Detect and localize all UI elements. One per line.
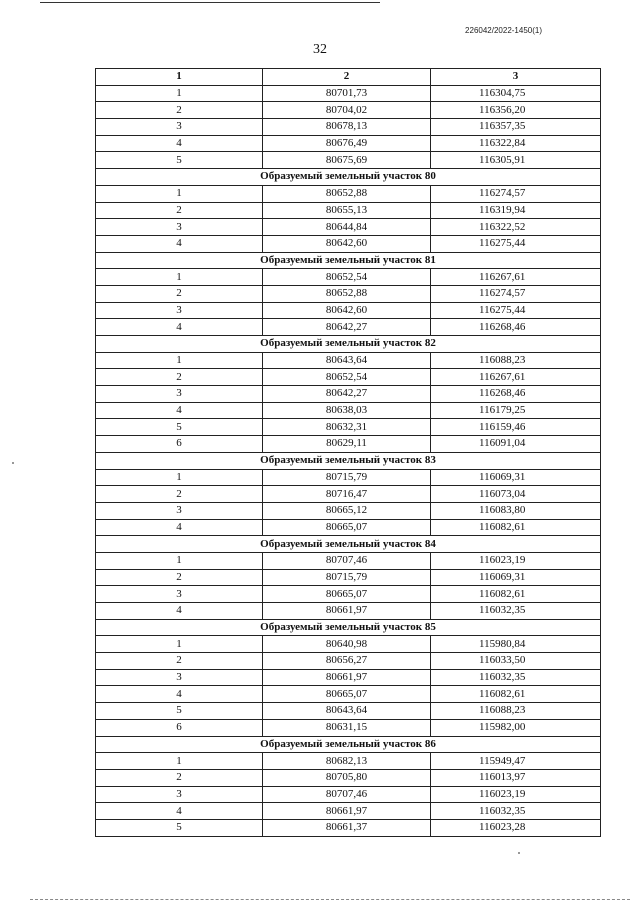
- point-number-cell: 3: [96, 669, 263, 686]
- x-coordinate-cell: 80661,97: [263, 603, 431, 620]
- point-number-cell: 3: [96, 302, 263, 319]
- table-row: [96, 419, 601, 436]
- x-coordinate-cell: 80682,13: [263, 753, 431, 770]
- point-number-cell: 5: [96, 819, 263, 836]
- table-row: [96, 235, 601, 252]
- x-coordinate-cell: 80661,97: [263, 669, 431, 686]
- point-number-cell: 2: [96, 102, 263, 119]
- x-coordinate-cell: 80675,69: [263, 152, 431, 169]
- x-coordinate-cell: 80643,64: [263, 352, 431, 369]
- y-coordinate-cell: 116267,61: [431, 369, 601, 386]
- point-number-cell: 5: [96, 419, 263, 436]
- x-coordinate-cell: 80640,98: [263, 636, 431, 653]
- x-coordinate-cell: 80707,46: [263, 552, 431, 569]
- table-row: [96, 653, 601, 670]
- scan-top-edge-line: [40, 2, 380, 3]
- scan-speck: [12, 462, 14, 464]
- x-coordinate-cell: 80631,15: [263, 719, 431, 736]
- scan-bottom-edge-line: [30, 899, 630, 900]
- section-title-row: [96, 452, 601, 469]
- y-coordinate-cell: 116305,91: [431, 152, 601, 169]
- column-header: 2: [263, 69, 431, 86]
- y-coordinate-cell: 116083,80: [431, 502, 601, 519]
- point-number-cell: 4: [96, 803, 263, 820]
- y-coordinate-cell: 116268,46: [431, 319, 601, 336]
- table-row: [96, 269, 601, 286]
- point-number-cell: 4: [96, 135, 263, 152]
- x-coordinate-cell: 80652,88: [263, 185, 431, 202]
- table-row: [96, 486, 601, 503]
- table-row: [96, 102, 601, 119]
- table-row: [96, 686, 601, 703]
- table-row: [96, 769, 601, 786]
- x-coordinate-cell: 80642,60: [263, 235, 431, 252]
- section-title-row: [96, 736, 601, 753]
- table-row: [96, 636, 601, 653]
- x-coordinate-cell: 80707,46: [263, 786, 431, 803]
- land-plot-title: Образуемый земельный участок 81: [96, 252, 601, 269]
- table-row: [96, 519, 601, 536]
- x-coordinate-cell: 80652,88: [263, 285, 431, 302]
- x-coordinate-cell: 80665,07: [263, 586, 431, 603]
- section-title-row: [96, 252, 601, 269]
- point-number-cell: 6: [96, 436, 263, 453]
- point-number-cell: 1: [96, 552, 263, 569]
- y-coordinate-cell: 116023,28: [431, 819, 601, 836]
- table-row: [96, 119, 601, 136]
- table-row: [96, 185, 601, 202]
- point-number-cell: 4: [96, 402, 263, 419]
- table-row: [96, 753, 601, 770]
- y-coordinate-cell: 116091,04: [431, 436, 601, 453]
- point-number-cell: 2: [96, 369, 263, 386]
- table-row: [96, 719, 601, 736]
- y-coordinate-cell: 116179,25: [431, 402, 601, 419]
- y-coordinate-cell: 116304,75: [431, 85, 601, 102]
- table-row: [96, 703, 601, 720]
- x-coordinate-cell: 80665,07: [263, 519, 431, 536]
- y-coordinate-cell: 116069,31: [431, 469, 601, 486]
- point-number-cell: 2: [96, 285, 263, 302]
- x-coordinate-cell: 80644,84: [263, 219, 431, 236]
- table-row: [96, 285, 601, 302]
- table-row: [96, 402, 601, 419]
- table-row: [96, 469, 601, 486]
- x-coordinate-cell: 80661,97: [263, 803, 431, 820]
- x-coordinate-cell: 80652,54: [263, 369, 431, 386]
- point-number-cell: 5: [96, 152, 263, 169]
- y-coordinate-cell: 116082,61: [431, 586, 601, 603]
- x-coordinate-cell: 80632,31: [263, 419, 431, 436]
- coordinates-table: [95, 68, 601, 837]
- y-coordinate-cell: 116319,94: [431, 202, 601, 219]
- page-number: 32: [313, 42, 327, 57]
- y-coordinate-cell: 116032,35: [431, 803, 601, 820]
- x-coordinate-cell: 80655,13: [263, 202, 431, 219]
- y-coordinate-cell: 115982,00: [431, 719, 601, 736]
- scan-speck: [518, 852, 520, 854]
- y-coordinate-cell: 116032,35: [431, 603, 601, 620]
- table-row: [96, 819, 601, 836]
- y-coordinate-cell: 116268,46: [431, 386, 601, 403]
- y-coordinate-cell: 116088,23: [431, 352, 601, 369]
- point-number-cell: 1: [96, 469, 263, 486]
- x-coordinate-cell: 80642,60: [263, 302, 431, 319]
- point-number-cell: 1: [96, 185, 263, 202]
- column-header: 3: [431, 69, 601, 86]
- table-row: [96, 319, 601, 336]
- x-coordinate-cell: 80715,79: [263, 469, 431, 486]
- table-row: [96, 586, 601, 603]
- x-coordinate-cell: 80629,11: [263, 436, 431, 453]
- point-number-cell: 2: [96, 569, 263, 586]
- table-row: [96, 219, 601, 236]
- table-row: [96, 85, 601, 102]
- point-number-cell: 1: [96, 753, 263, 770]
- point-number-cell: 3: [96, 502, 263, 519]
- land-plot-title: Образуемый земельный участок 80: [96, 169, 601, 186]
- x-coordinate-cell: 80643,64: [263, 703, 431, 720]
- y-coordinate-cell: 116322,84: [431, 135, 601, 152]
- point-number-cell: 3: [96, 786, 263, 803]
- table-row: [96, 669, 601, 686]
- section-title-row: [96, 169, 601, 186]
- table-row: [96, 202, 601, 219]
- point-number-cell: 4: [96, 519, 263, 536]
- table-row: [96, 386, 601, 403]
- table-row: [96, 369, 601, 386]
- y-coordinate-cell: 116322,52: [431, 219, 601, 236]
- x-coordinate-cell: 80676,49: [263, 135, 431, 152]
- table-row: [96, 152, 601, 169]
- point-number-cell: 3: [96, 119, 263, 136]
- y-coordinate-cell: 116033,50: [431, 653, 601, 670]
- table-row: [96, 502, 601, 519]
- x-coordinate-cell: 80704,02: [263, 102, 431, 119]
- section-title-row: [96, 336, 601, 353]
- y-coordinate-cell: 116082,61: [431, 519, 601, 536]
- table-row: [96, 352, 601, 369]
- table-row: [96, 135, 601, 152]
- y-coordinate-cell: 116023,19: [431, 552, 601, 569]
- point-number-cell: 6: [96, 719, 263, 736]
- point-number-cell: 3: [96, 219, 263, 236]
- section-title-row: [96, 619, 601, 636]
- x-coordinate-cell: 80678,13: [263, 119, 431, 136]
- point-number-cell: 3: [96, 586, 263, 603]
- y-coordinate-cell: 116267,61: [431, 269, 601, 286]
- y-coordinate-cell: 116159,46: [431, 419, 601, 436]
- x-coordinate-cell: 80661,37: [263, 819, 431, 836]
- x-coordinate-cell: 80701,73: [263, 85, 431, 102]
- y-coordinate-cell: 116275,44: [431, 302, 601, 319]
- table-row: [96, 786, 601, 803]
- table-row: [96, 569, 601, 586]
- x-coordinate-cell: 80665,07: [263, 686, 431, 703]
- table-row: [96, 803, 601, 820]
- x-coordinate-cell: 80665,12: [263, 502, 431, 519]
- point-number-cell: 4: [96, 319, 263, 336]
- x-coordinate-cell: 80656,27: [263, 653, 431, 670]
- y-coordinate-cell: 116032,35: [431, 669, 601, 686]
- table-row: [96, 436, 601, 453]
- y-coordinate-cell: 116274,57: [431, 185, 601, 202]
- point-number-cell: 4: [96, 686, 263, 703]
- point-number-cell: 5: [96, 703, 263, 720]
- y-coordinate-cell: 116082,61: [431, 686, 601, 703]
- land-plot-title: Образуемый земельный участок 82: [96, 336, 601, 353]
- point-number-cell: 1: [96, 269, 263, 286]
- document-number: 226042/2022-1450(1): [465, 26, 542, 35]
- x-coordinate-cell: 80652,54: [263, 269, 431, 286]
- column-header: 1: [96, 69, 263, 86]
- point-number-cell: 1: [96, 85, 263, 102]
- table-row: [96, 603, 601, 620]
- land-plot-title: Образуемый земельный участок 85: [96, 619, 601, 636]
- table-body: [96, 85, 601, 836]
- point-number-cell: 1: [96, 636, 263, 653]
- point-number-cell: 3: [96, 386, 263, 403]
- y-coordinate-cell: 116274,57: [431, 285, 601, 302]
- land-plot-title: Образуемый земельный участок 83: [96, 452, 601, 469]
- point-number-cell: 2: [96, 653, 263, 670]
- section-title-row: [96, 536, 601, 553]
- x-coordinate-cell: 80642,27: [263, 386, 431, 403]
- point-number-cell: 4: [96, 603, 263, 620]
- y-coordinate-cell: 115980,84: [431, 636, 601, 653]
- x-coordinate-cell: 80716,47: [263, 486, 431, 503]
- land-plot-title: Образуемый земельный участок 86: [96, 736, 601, 753]
- point-number-cell: 2: [96, 486, 263, 503]
- x-coordinate-cell: 80715,79: [263, 569, 431, 586]
- y-coordinate-cell: 115949,47: [431, 753, 601, 770]
- y-coordinate-cell: 116023,19: [431, 786, 601, 803]
- x-coordinate-cell: 80642,27: [263, 319, 431, 336]
- y-coordinate-cell: 116073,04: [431, 486, 601, 503]
- x-coordinate-cell: 80705,80: [263, 769, 431, 786]
- y-coordinate-cell: 116357,35: [431, 119, 601, 136]
- table-header-row: [96, 69, 601, 86]
- table-row: [96, 552, 601, 569]
- land-plot-title: Образуемый земельный участок 84: [96, 536, 601, 553]
- y-coordinate-cell: 116069,31: [431, 569, 601, 586]
- point-number-cell: 2: [96, 202, 263, 219]
- point-number-cell: 1: [96, 352, 263, 369]
- y-coordinate-cell: 116356,20: [431, 102, 601, 119]
- y-coordinate-cell: 116088,23: [431, 703, 601, 720]
- point-number-cell: 4: [96, 235, 263, 252]
- y-coordinate-cell: 116013,97: [431, 769, 601, 786]
- x-coordinate-cell: 80638,03: [263, 402, 431, 419]
- table-row: [96, 302, 601, 319]
- point-number-cell: 2: [96, 769, 263, 786]
- y-coordinate-cell: 116275,44: [431, 235, 601, 252]
